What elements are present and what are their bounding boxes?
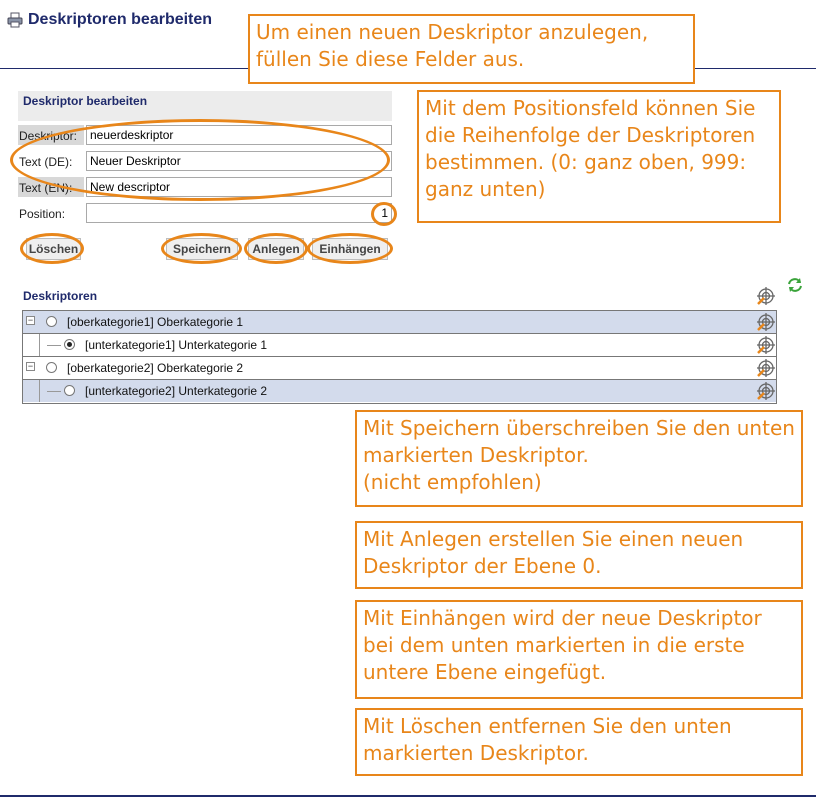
text-de-label: Text (DE): <box>19 155 73 169</box>
delete-button[interactable]: Löschen <box>26 238 81 260</box>
save-button[interactable]: Speichern <box>166 238 238 260</box>
tree-title: Deskriptoren <box>23 289 98 303</box>
attach-button[interactable]: Einhängen <box>312 238 388 260</box>
tree-row-label: [unterkategorie1] Unterkategorie 1 <box>85 338 268 352</box>
target-icon[interactable] <box>756 358 776 378</box>
save-annotation: Mit Speichern überschreiben Sie den unten markierten Deskriptor. (nicht empfohlen) <box>355 410 803 507</box>
form-heading: Deskriptor bearbeiten <box>18 91 392 121</box>
create-annotation: Mit Anlegen erstellen Sie einen neuen Deskriptor der Ebene 0. <box>355 521 803 589</box>
target-icon[interactable] <box>756 312 776 332</box>
collapse-icon[interactable]: − <box>27 315 34 325</box>
text-en-label: Text (EN): <box>18 177 84 197</box>
tree-row[interactable] <box>23 379 776 402</box>
attach-annotation: Mit Einhängen wird der neue Deskriptor bei dem unten markierten in die erste untere Ebene eingefügt. <box>355 600 803 699</box>
target-icon[interactable] <box>756 335 776 355</box>
target-icon[interactable] <box>756 381 776 401</box>
position-input[interactable] <box>86 203 392 223</box>
fields-highlight <box>10 119 390 201</box>
position-annotation: Mit dem Positionsfeld können Sie die Reihenfolge der Deskriptoren bestimmen. (0: ganz oben, 999: ganz unten) <box>417 90 781 223</box>
refresh-icon[interactable] <box>786 276 804 294</box>
printer-icon[interactable] <box>7 12 23 28</box>
tree-row[interactable] <box>23 311 776 333</box>
fields-annotation: Um einen neuen Deskriptor anzulegen, füllen Sie diese Felder aus. <box>248 14 695 84</box>
target-root-icon[interactable] <box>756 286 776 306</box>
descriptor-label: Deskriptor: <box>18 125 84 145</box>
tree-row-label: [oberkategorie2] Oberkategorie 2 <box>67 361 244 375</box>
delete-highlight <box>20 233 84 264</box>
attach-highlight <box>307 233 393 264</box>
tree-row[interactable] <box>23 333 776 357</box>
delete-annotation: Mit Löschen entfernen Sie den unten markierten Deskriptor. <box>355 708 803 776</box>
create-button[interactable]: Anlegen <box>248 238 304 260</box>
footer-divider <box>0 795 816 797</box>
tree-radio[interactable] <box>64 339 75 350</box>
create-highlight <box>244 233 308 264</box>
tree-row-label: [unterkategorie2] Unterkategorie 2 <box>85 384 268 398</box>
tree-radio[interactable] <box>46 362 57 373</box>
position-highlight <box>371 202 397 226</box>
page-title: Deskriptoren bearbeiten <box>28 11 213 28</box>
tree-radio[interactable] <box>64 385 75 396</box>
collapse-icon[interactable]: − <box>27 361 34 371</box>
save-highlight <box>161 233 242 264</box>
position-label: Position: <box>19 207 66 221</box>
tree-row-label: [oberkategorie1] Oberkategorie 1 <box>67 315 244 329</box>
descriptor-tree <box>22 310 777 404</box>
tree-radio[interactable] <box>46 316 57 327</box>
tree-row[interactable] <box>23 357 776 379</box>
